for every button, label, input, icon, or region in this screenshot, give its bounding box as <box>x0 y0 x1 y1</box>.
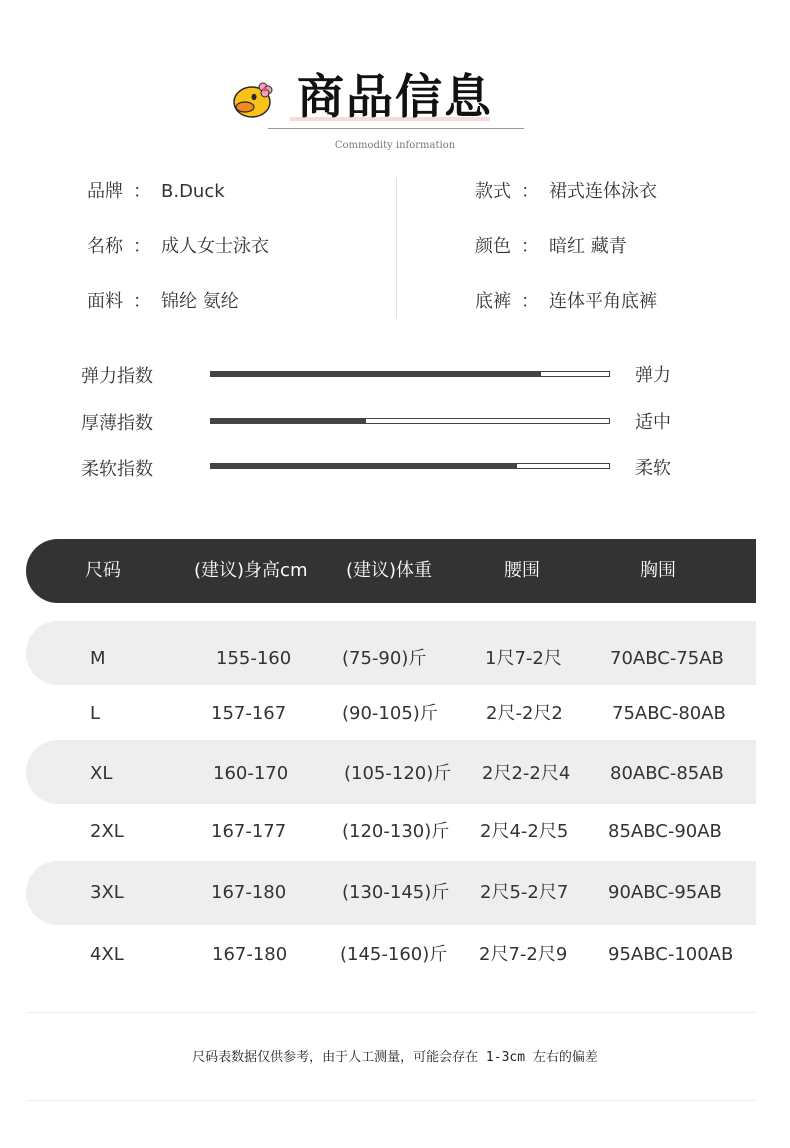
cell-bust: 95ABC-100AB <box>608 944 734 965</box>
column-header-weight: (建议)体重 <box>346 560 433 581</box>
title-divider <box>268 128 524 129</box>
info-value: 裙式连体泳衣 <box>549 181 657 202</box>
duck-logo-icon <box>232 78 274 118</box>
cell-height: 167-177 <box>211 821 287 842</box>
cell-waist: 2尺5-2尺7 <box>480 882 569 903</box>
thickness-index-fill <box>211 419 366 423</box>
index-section <box>0 355 790 485</box>
table-row <box>26 682 756 746</box>
page-subtitle: Commodity information <box>334 140 456 151</box>
cell-height: 167-180 <box>212 944 288 965</box>
column-header-waist: 腰围 <box>504 560 540 581</box>
elasticity-index-value: 弹力 <box>635 365 671 386</box>
info-key: 底裤 <box>475 291 511 312</box>
cell-height: 155-160 <box>216 648 292 669</box>
softness-index-label: 柔软指数 <box>81 459 153 480</box>
info-separator: ： <box>133 236 151 257</box>
info-value: 锦纶 氨纶 <box>161 291 239 312</box>
elasticity-index-label: 弹力指数 <box>81 366 153 387</box>
info-separator: ： <box>521 291 539 312</box>
cell-weight: (120-130)斤 <box>342 821 450 842</box>
elasticity-index-bar <box>210 371 610 377</box>
info-item-fabric <box>87 287 239 313</box>
info-key: 名称 <box>87 236 123 257</box>
page-title: 商品信息 <box>297 70 493 125</box>
softness-index-bar <box>210 463 610 469</box>
thickness-index-value: 适中 <box>635 412 671 433</box>
title-section <box>0 60 790 160</box>
info-item-brand <box>87 177 225 203</box>
info-value: 成人女士泳衣 <box>161 236 269 257</box>
cell-size: 2XL <box>90 821 124 842</box>
info-separator: ： <box>133 181 151 202</box>
cell-size: XL <box>90 763 113 784</box>
cell-bust: 85ABC-90AB <box>608 821 722 842</box>
elasticity-index-fill <box>211 372 541 376</box>
info-item-name <box>87 232 269 258</box>
info-key: 品牌 <box>87 181 123 202</box>
info-value: 暗红 藏青 <box>549 236 627 257</box>
table-row <box>26 740 756 804</box>
info-item-color <box>475 232 627 258</box>
info-separator: ： <box>521 181 539 202</box>
size-table-header <box>26 539 756 603</box>
thickness-index-label: 厚薄指数 <box>81 413 153 434</box>
cell-bust: 70ABC-75AB <box>610 648 724 669</box>
info-separator: ： <box>133 291 151 312</box>
info-key: 颜色 <box>475 236 511 257</box>
note-divider-bottom <box>26 1100 756 1101</box>
info-item-bottoms <box>475 287 657 313</box>
column-header-bust: 胸围 <box>640 560 676 581</box>
cell-weight: (145-160)斤 <box>340 944 448 965</box>
cell-weight: (90-105)斤 <box>342 703 438 724</box>
cell-bust: 90ABC-95AB <box>608 882 722 903</box>
cell-bust: 80ABC-85AB <box>610 763 724 784</box>
info-key: 面料 <box>87 291 123 312</box>
product-info <box>0 170 790 320</box>
cell-waist: 2尺-2尺2 <box>486 703 563 724</box>
info-key: 款式 <box>475 181 511 202</box>
info-value: 连体平角底裤 <box>549 291 657 312</box>
column-header-height: (建议)身高cm <box>194 560 308 581</box>
info-divider <box>396 178 397 318</box>
cell-height: 160-170 <box>213 763 289 784</box>
table-row <box>26 621 756 685</box>
cell-height: 157-167 <box>211 703 287 724</box>
table-row <box>26 923 756 987</box>
cell-size: 3XL <box>90 882 124 903</box>
softness-index-fill <box>211 464 517 468</box>
info-item-style <box>475 177 657 203</box>
note-divider-top <box>26 1012 756 1013</box>
cell-size: M <box>90 648 106 669</box>
cell-height: 167-180 <box>211 882 287 903</box>
cell-weight: (130-145)斤 <box>342 882 450 903</box>
cell-size: L <box>90 703 101 724</box>
cell-weight: (105-120)斤 <box>344 763 452 784</box>
cell-waist: 2尺2-2尺4 <box>482 763 571 784</box>
cell-waist: 1尺7-2尺 <box>485 648 562 669</box>
table-row <box>26 861 756 925</box>
info-value: B.Duck <box>161 181 225 202</box>
cell-waist: 2尺4-2尺5 <box>480 821 569 842</box>
cell-bust: 75ABC-80AB <box>612 703 726 724</box>
info-separator: ： <box>521 236 539 257</box>
cell-waist: 2尺7-2尺9 <box>479 944 568 965</box>
column-header-size: 尺码 <box>85 560 121 581</box>
table-row <box>26 800 756 864</box>
softness-index-value: 柔软 <box>635 458 671 479</box>
cell-size: 4XL <box>90 944 124 965</box>
cell-weight: (75-90)斤 <box>342 648 427 669</box>
thickness-index-bar <box>210 418 610 424</box>
size-note: 尺码表数据仅供参考，由于人工测量，可能会存在 1-3cm 左右的偏差 <box>192 1050 598 1065</box>
